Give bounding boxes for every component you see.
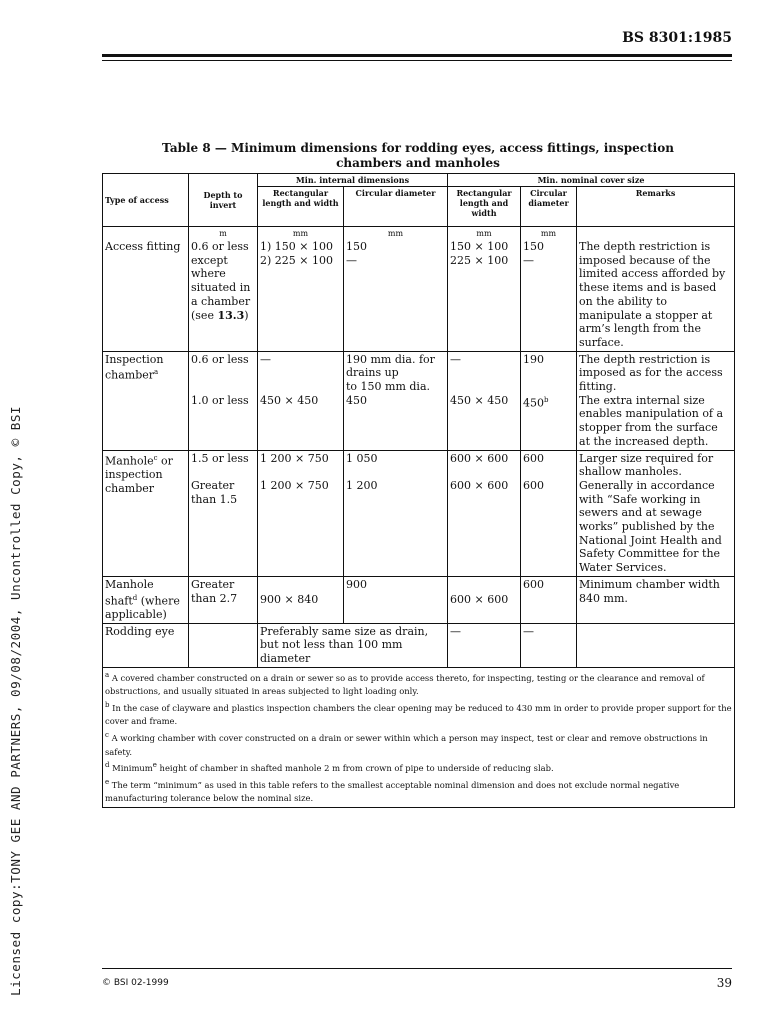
type-text: shaft [105, 594, 133, 608]
manhole-circ [344, 450, 448, 576]
type-line [105, 592, 186, 608]
depth-line: situated in [191, 281, 251, 295]
type-line: chamber [105, 481, 155, 495]
type-line: inspection [105, 467, 163, 481]
manhole-shaft-cover-rect: 600 × 600 [448, 576, 521, 623]
access-fitting-circ [344, 239, 448, 351]
remark-text: The depth restriction is imposed as for the access fitting. [579, 352, 723, 394]
value-line: 150 [346, 240, 367, 253]
rodding-eye-internal: Preferably same size as drain, but not less than 100 mm diameter [258, 623, 448, 667]
footer-rule [102, 968, 732, 969]
header-depth-to-invert: Depth to invert [189, 174, 258, 227]
manhole-rect [258, 450, 344, 576]
header-circ-cover: Circular diameter [521, 187, 577, 227]
value-line: 600 [523, 451, 545, 465]
footnote-marker: c [153, 453, 158, 462]
footnote-marker: d [105, 761, 110, 770]
value-line: 1 200 × 750 [260, 479, 329, 493]
footnote-c [105, 729, 732, 759]
footnote-marker: d [132, 593, 138, 602]
manhole-remarks [577, 450, 735, 576]
rodding-eye-remarks [577, 623, 735, 667]
depth-line: 1.5 or less [191, 451, 249, 465]
table-title-line-1: Table 8 — Minimum dimensions for rodding eyes, access fittings, inspection [162, 141, 674, 155]
header-rect-cover: Rectangular length and width [448, 187, 521, 227]
access-fitting-type: Access fitting [103, 239, 189, 351]
value-line: 600 × 600 [450, 451, 509, 465]
header-circ-internal: Circular diameter [344, 187, 448, 227]
value-text: 450 [523, 396, 545, 410]
footnote-marker: e [152, 761, 157, 770]
value-line: — [523, 253, 535, 267]
page-number: 39 [716, 976, 732, 990]
footnote-text: The term “minimum” as used in this table refers to the smallest acceptable nominal dimension and does not exclude normal negative manufacturing tolerance below the nominal size. [105, 779, 680, 804]
manhole-depth [189, 450, 258, 576]
header-row-1 [103, 174, 735, 187]
rodding-eye-cover-circ: — [521, 623, 577, 667]
value-line: 600 × 600 [450, 479, 509, 493]
depth-line: where [191, 267, 226, 281]
inspection-chamber-circ [344, 351, 448, 450]
units-row [103, 227, 735, 240]
table-row [103, 623, 735, 667]
access-fitting-rect [258, 239, 344, 351]
footnote-a [105, 669, 732, 699]
manhole-shaft-depth [189, 576, 258, 623]
value-line: 150 [523, 240, 545, 253]
value-line: 450 × 450 [260, 394, 319, 408]
manhole-shaft-cover-circ: 600 [521, 576, 577, 623]
value-line: 190 mm dia. for [346, 352, 435, 366]
depth-text: ) [244, 308, 249, 322]
value-line: 1 200 [346, 479, 378, 493]
remark-text: The extra internal size enables manipulation of a stopper from the surface at the increased depth. [579, 393, 724, 448]
access-fitting-depth [189, 239, 258, 351]
manhole-cover-circ [521, 450, 577, 576]
type-line: Inspection [105, 352, 164, 366]
inspection-chamber-depth [189, 351, 258, 450]
value-line [523, 394, 574, 410]
unit-type [103, 227, 189, 240]
inspection-chamber-type [103, 351, 189, 450]
value-line: 600 [523, 479, 545, 493]
manhole-shaft-rect: 900 × 840 [258, 576, 344, 623]
access-fitting-cover-circ [521, 239, 577, 351]
footnote-text: height of chamber in shafted manhole 2 m from crown of pipe to underside of reducing slab. [156, 763, 554, 774]
footnote-b [105, 699, 732, 729]
depth-line: 0.6 or less [191, 352, 249, 366]
header-rect-internal: Rectangular length and width [258, 187, 344, 227]
table-row [103, 450, 735, 576]
access-fitting-remarks: The depth restriction is imposed because of the limited access afforded by these items and is based on the ability to manipulate a stopper at arm’s length from the surface. [577, 239, 735, 351]
unit-rect-internal: mm [258, 227, 344, 240]
type-line [105, 366, 186, 382]
depth-line: than 1.5 [191, 492, 238, 506]
table-title [102, 141, 734, 171]
footnote-marker: a [105, 670, 110, 679]
footnote-marker: b [105, 700, 110, 709]
access-fitting-cover-rect [448, 239, 521, 351]
value-line: 450 [346, 393, 367, 407]
footnotes-row [103, 667, 735, 807]
table-row [103, 576, 735, 623]
type-line: applicable) [105, 607, 167, 621]
footnote-text: Minimum [109, 763, 153, 774]
depth-line: 0.6 or less [191, 240, 249, 253]
inspection-chamber-cover-rect [448, 351, 521, 450]
manhole-cover-rect [448, 450, 521, 576]
footnote-marker: a [154, 368, 159, 377]
header-rule-thick [102, 54, 732, 57]
type-text: (where [137, 594, 180, 608]
dimensions-table [102, 173, 735, 808]
value-line: — [450, 352, 462, 366]
header-remarks: Remarks [577, 187, 735, 227]
depth-line [191, 309, 255, 323]
manhole-type [103, 450, 189, 576]
rodding-eye-type: Rodding eye [103, 623, 189, 667]
depth-text: (see [191, 308, 218, 322]
unit-circ-internal: mm [344, 227, 448, 240]
footnote-text: A working chamber with cover constructed on a drain or sewer within which a person may inspect, test or clear and remove obstructions in safety. [105, 732, 708, 757]
value-line: — [260, 352, 271, 366]
type-text: or [157, 454, 173, 468]
type-text: chamber [105, 368, 155, 382]
table-row [103, 351, 735, 450]
table-row [103, 239, 735, 351]
value-line: 190 [523, 352, 545, 366]
value-line: 1 050 [346, 451, 378, 465]
footnote-e [105, 776, 732, 806]
header-type-of-access: Type of access [103, 174, 189, 227]
depth-line: except [191, 253, 228, 267]
value-line: drains up [346, 366, 399, 380]
document-code: BS 8301:1985 [622, 30, 732, 46]
value-line: 150 × 100 [450, 240, 509, 253]
depth-line: Greater [191, 577, 235, 591]
unit-depth: m [189, 227, 258, 240]
footnote-marker: e [105, 777, 110, 786]
depth-line: 1.0 or less [191, 394, 249, 408]
value-line: — [346, 253, 357, 267]
clause-reference: 13.3 [217, 308, 245, 322]
footnote-text: A covered chamber constructed on a drain or sewer so as to provide access thereto, for inspecting, testing or the clearance and removal of obstructions, and usually situated in areas subjected to light loading only. [105, 672, 705, 697]
footnote-d [105, 759, 732, 776]
footer-copyright: © BSI 02-1999 [102, 978, 169, 988]
inspection-chamber-cover-circ [521, 351, 577, 450]
rodding-eye-cover-rect: — [448, 623, 521, 667]
rodding-eye-depth [189, 623, 258, 667]
depth-line: a chamber [191, 294, 251, 308]
value-line: 1) 150 × 100 [260, 240, 333, 253]
unit-remarks [577, 227, 735, 240]
license-watermark: Licensed copy:TONY GEE AND PARTNERS, 09/08/2004, Uncontrolled Copy, © BSI [8, 406, 23, 996]
type-text: Manhole [105, 454, 154, 468]
depth-line: Greater [191, 479, 235, 493]
value-line: 225 × 100 [450, 253, 509, 267]
footnote-text: In the case of clayware and plastics inspection chambers the clear opening may be reduced to 430 mm in order to provide proper support for the cover and frame. [105, 702, 732, 727]
remark-text: Generally in accordance with “Safe working in sewers and at sewage works” published by the National Joint Health and Safety Committee for the Water Services. [579, 478, 722, 575]
footnote-marker: c [105, 731, 109, 740]
unit-rect-cover: mm [448, 227, 521, 240]
remark-text: Larger size required for shallow manholes. [579, 451, 714, 479]
unit-circ-cover: mm [521, 227, 577, 240]
manhole-shaft-type [103, 576, 189, 623]
table-footnotes [103, 667, 735, 807]
header-rule-thin [102, 60, 732, 61]
value-line: to 150 mm dia. [346, 380, 431, 394]
header-min-internal: Min. internal dimensions [258, 174, 448, 187]
manhole-shaft-circ: 900 [344, 576, 448, 623]
footnote-marker: b [544, 396, 549, 405]
header-min-cover: Min. nominal cover size [448, 174, 735, 187]
inspection-chamber-rect [258, 351, 344, 450]
inspection-chamber-remarks [577, 351, 735, 450]
type-line: Manhole [105, 577, 154, 591]
value-line: 450 × 450 [450, 394, 509, 408]
value-line: 2) 225 × 100 [260, 253, 333, 267]
table-title-line-2: chambers and manholes [336, 156, 500, 170]
type-line [105, 452, 186, 468]
manhole-shaft-remarks: Minimum chamber width 840 mm. [577, 576, 735, 623]
value-line: 1 200 × 750 [260, 451, 329, 465]
depth-line: than 2.7 [191, 591, 238, 605]
